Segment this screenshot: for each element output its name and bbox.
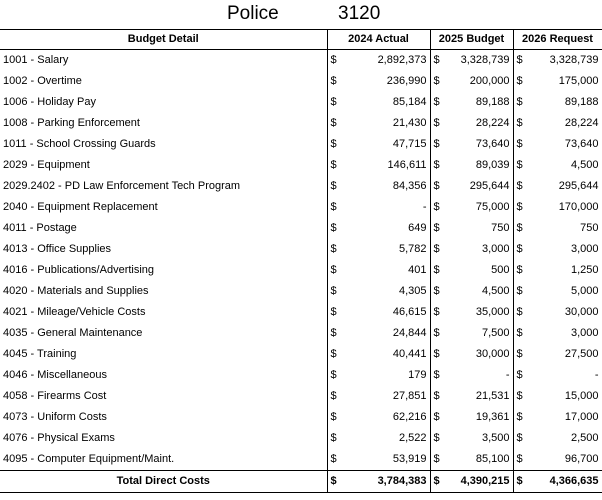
- request-2026-cell: 1,250: [528, 260, 602, 281]
- currency-symbol: $: [430, 155, 444, 176]
- request-2026-cell: 175,000: [528, 71, 602, 92]
- table-row: [0, 134, 602, 155]
- budget-detail-cell: 1006 - Holiday Pay: [3, 96, 96, 108]
- budget-2025-cell: -: [505, 369, 510, 381]
- currency-symbol: $: [513, 344, 528, 365]
- currency-symbol: $: [327, 113, 344, 134]
- budget-detail-cell: 4020 - Materials and Supplies: [3, 285, 149, 297]
- table-row: [0, 449, 602, 471]
- budget-detail-cell: 4073 - Uniform Costs: [3, 411, 107, 423]
- header-2025-budget: 2025 Budget: [430, 30, 513, 50]
- budget-2025-cell: 89,039: [475, 159, 510, 171]
- currency-symbol: $: [430, 302, 444, 323]
- actual-2024-cell: 2,522: [398, 432, 427, 444]
- budget-2025-cell: 30,000: [475, 348, 510, 360]
- table-row: [0, 71, 602, 92]
- currency-symbol: $: [513, 92, 528, 113]
- currency-symbol: $: [327, 302, 344, 323]
- actual-2024-cell: 46,615: [392, 306, 427, 318]
- actual-2024-cell: 27,851: [392, 390, 427, 402]
- budget-detail-cell: 4035 - General Maintenance: [3, 327, 143, 339]
- currency-symbol: $: [513, 218, 528, 239]
- total-label: Total Direct Costs: [0, 471, 327, 493]
- budget-detail-cell: 4011 - Postage: [3, 222, 77, 234]
- request-2026-cell: 28,224: [528, 113, 602, 134]
- header-2026-request: 2026 Request: [513, 30, 602, 50]
- page-title-row: [0, 0, 602, 29]
- request-2026-cell: 17,000: [528, 407, 602, 428]
- header-budget-detail: Budget Detail: [0, 30, 327, 50]
- currency-symbol: $: [430, 323, 444, 344]
- table-row: [0, 365, 602, 386]
- total-row: [0, 471, 602, 493]
- request-2026-cell: 5,000: [528, 281, 602, 302]
- budget-detail-cell: 1008 - Parking Enforcement: [3, 117, 140, 129]
- budget-rows: [0, 50, 602, 493]
- currency-symbol: $: [513, 386, 528, 407]
- currency-symbol: $: [513, 260, 528, 281]
- actual-2024-cell: 4,305: [398, 285, 427, 297]
- currency-symbol: $: [327, 407, 344, 428]
- currency-symbol: $: [430, 260, 444, 281]
- request-2026-cell: 73,640: [528, 134, 602, 155]
- currency-symbol: $: [430, 50, 444, 72]
- request-2026-cell: 3,000: [528, 239, 602, 260]
- currency-symbol: $: [430, 71, 444, 92]
- currency-symbol: $: [513, 197, 528, 218]
- request-2026-cell: 750: [528, 218, 602, 239]
- budget-2025-cell: 89,188: [475, 96, 510, 108]
- request-2026-cell: 295,644: [528, 176, 602, 197]
- currency-symbol: $: [513, 71, 528, 92]
- table-row: [0, 218, 602, 239]
- actual-2024-cell: 401: [408, 264, 427, 276]
- header-2024-actual: 2024 Actual: [327, 30, 430, 50]
- budget-detail-cell: 1001 - Salary: [3, 54, 69, 66]
- currency-symbol: $: [513, 365, 528, 386]
- currency-symbol: $: [327, 344, 344, 365]
- budget-2025-cell: 3,500: [481, 432, 510, 444]
- currency-symbol: $: [327, 281, 344, 302]
- currency-symbol: $: [430, 176, 444, 197]
- budget-table: [0, 29, 602, 493]
- actual-2024-cell: 2,892,373: [377, 54, 427, 66]
- currency-symbol: $: [430, 365, 444, 386]
- currency-symbol: $: [430, 407, 444, 428]
- actual-2024-cell: 84,356: [392, 180, 427, 192]
- table-row: [0, 113, 602, 134]
- budget-2025-cell: 28,224: [475, 117, 510, 129]
- department-title: Police: [227, 3, 279, 24]
- budget-2025-cell: 3,328,739: [460, 54, 510, 66]
- currency-symbol: $: [513, 407, 528, 428]
- budget-detail-cell: 1002 - Overtime: [3, 75, 82, 87]
- currency-symbol: $: [513, 428, 528, 449]
- currency-symbol: $: [327, 449, 344, 471]
- actual-2024-cell: 179: [408, 369, 427, 381]
- currency-symbol: $: [430, 449, 444, 471]
- currency-symbol: $: [327, 71, 344, 92]
- currency-symbol: $: [327, 197, 344, 218]
- table-row: [0, 407, 602, 428]
- currency-symbol: $: [327, 218, 344, 239]
- currency-symbol: $: [513, 113, 528, 134]
- currency-symbol: $: [327, 155, 344, 176]
- currency-symbol: $: [327, 365, 344, 386]
- request-2026-cell: 30,000: [528, 302, 602, 323]
- currency-symbol: $: [327, 260, 344, 281]
- request-2026-cell: 3,328,739: [528, 50, 602, 72]
- request-2026-cell: 89,188: [528, 92, 602, 113]
- table-row: [0, 386, 602, 407]
- request-2026-cell: 170,000: [528, 197, 602, 218]
- budget-2025-cell: 19,361: [475, 411, 510, 423]
- budget-detail-cell: 2029 - Equipment: [3, 159, 90, 171]
- request-2026-cell: 4,500: [528, 155, 602, 176]
- currency-symbol: $: [513, 323, 528, 344]
- budget-detail-cell: 4058 - Firearms Cost: [3, 390, 107, 402]
- budget-detail-cell: 4095 - Computer Equipment/Maint.: [3, 453, 175, 465]
- budget-2025-cell: 85,100: [475, 453, 510, 465]
- currency-symbol: $: [327, 471, 344, 493]
- budget-2025-cell: 200,000: [469, 75, 510, 87]
- currency-symbol: $: [430, 428, 444, 449]
- currency-symbol: $: [430, 386, 444, 407]
- table-row: [0, 428, 602, 449]
- budget-detail-cell: 4046 - Miscellaneous: [3, 369, 107, 381]
- actual-2024-cell: 649: [408, 222, 427, 234]
- table-row: [0, 92, 602, 113]
- budget-2025-cell: 4,500: [481, 285, 510, 297]
- currency-symbol: $: [513, 449, 528, 471]
- actual-2024-cell: 47,715: [392, 138, 427, 150]
- currency-symbol: $: [513, 471, 528, 493]
- budget-2025-cell: 500: [491, 264, 510, 276]
- department-code: 3120: [338, 3, 381, 24]
- request-2026-cell: 2,500: [528, 428, 602, 449]
- currency-symbol: $: [327, 386, 344, 407]
- currency-symbol: $: [430, 197, 444, 218]
- currency-symbol: $: [513, 281, 528, 302]
- budget-detail-cell: 4076 - Physical Exams: [3, 432, 115, 444]
- actual-2024-cell: 40,441: [392, 348, 427, 360]
- budget-detail-cell: 1011 - School Crossing Guards: [3, 138, 156, 150]
- table-row: [0, 281, 602, 302]
- request-2026-cell: 96,700: [528, 449, 602, 471]
- currency-symbol: $: [513, 134, 528, 155]
- currency-symbol: $: [430, 281, 444, 302]
- currency-symbol: $: [327, 428, 344, 449]
- table-row: [0, 302, 602, 323]
- budget-detail-cell: 4045 - Training: [3, 348, 77, 360]
- table-row: [0, 323, 602, 344]
- actual-2024-cell: 236,990: [386, 75, 427, 87]
- budget-2025-cell: 3,000: [481, 243, 510, 255]
- actual-2024-cell: 21,430: [392, 117, 427, 129]
- currency-symbol: $: [430, 92, 444, 113]
- table-row: [0, 344, 602, 365]
- actual-2024-cell: 62,216: [392, 411, 427, 423]
- request-2026-cell: 3,000: [528, 323, 602, 344]
- currency-symbol: $: [327, 176, 344, 197]
- budget-detail-cell: 2040 - Equipment Replacement: [3, 201, 158, 213]
- budget-detail-cell: 2029.2402 - PD Law Enforcement Tech Program: [3, 180, 241, 192]
- currency-symbol: $: [430, 218, 444, 239]
- request-2026-cell: -: [528, 365, 602, 386]
- actual-2024-cell: -: [422, 201, 427, 213]
- table-row: [0, 50, 602, 72]
- budget-2025-cell: 73,640: [475, 138, 510, 150]
- actual-2024-cell: 146,611: [387, 159, 427, 171]
- request-2026-cell: 15,000: [528, 386, 602, 407]
- actual-2024-cell: 24,844: [392, 327, 427, 339]
- budget-2025-cell: 295,644: [469, 180, 510, 192]
- currency-symbol: $: [327, 239, 344, 260]
- currency-symbol: $: [430, 239, 444, 260]
- budget-detail-cell: 4016 - Publications/Advertising: [3, 264, 155, 276]
- currency-symbol: $: [513, 176, 528, 197]
- budget-2025-cell: 35,000: [475, 306, 510, 318]
- currency-symbol: $: [327, 134, 344, 155]
- budget-2025-cell: 7,500: [481, 327, 510, 339]
- budget-2025-cell: 4,390,215: [444, 471, 513, 493]
- currency-symbol: $: [327, 92, 344, 113]
- currency-symbol: $: [327, 50, 344, 72]
- table-header-row: [0, 30, 602, 50]
- currency-symbol: $: [513, 155, 528, 176]
- currency-symbol: $: [430, 113, 444, 134]
- currency-symbol: $: [513, 50, 528, 72]
- table-row: [0, 239, 602, 260]
- budget-detail-cell: 4021 - Mileage/Vehicle Costs: [3, 306, 146, 318]
- currency-symbol: $: [430, 344, 444, 365]
- actual-2024-cell: 85,184: [392, 96, 427, 108]
- budget-2025-cell: 75,000: [475, 201, 510, 213]
- currency-symbol: $: [430, 134, 444, 155]
- currency-symbol: $: [513, 239, 528, 260]
- table-row: [0, 176, 602, 197]
- table-row: [0, 155, 602, 176]
- actual-2024-cell: 53,919: [392, 453, 427, 465]
- currency-symbol: $: [430, 471, 444, 493]
- request-2026-cell: 27,500: [528, 344, 602, 365]
- actual-2024-cell: 5,782: [398, 243, 427, 255]
- budget-2025-cell: 750: [491, 222, 510, 234]
- table-row: [0, 197, 602, 218]
- actual-2024-cell: 3,784,383: [344, 471, 430, 493]
- currency-symbol: $: [327, 323, 344, 344]
- request-2026-cell: 4,366,635: [528, 471, 602, 493]
- table-row: [0, 260, 602, 281]
- budget-detail-cell: 4013 - Office Supplies: [3, 243, 112, 255]
- budget-2025-cell: 21,531: [475, 390, 510, 402]
- currency-symbol: $: [513, 302, 528, 323]
